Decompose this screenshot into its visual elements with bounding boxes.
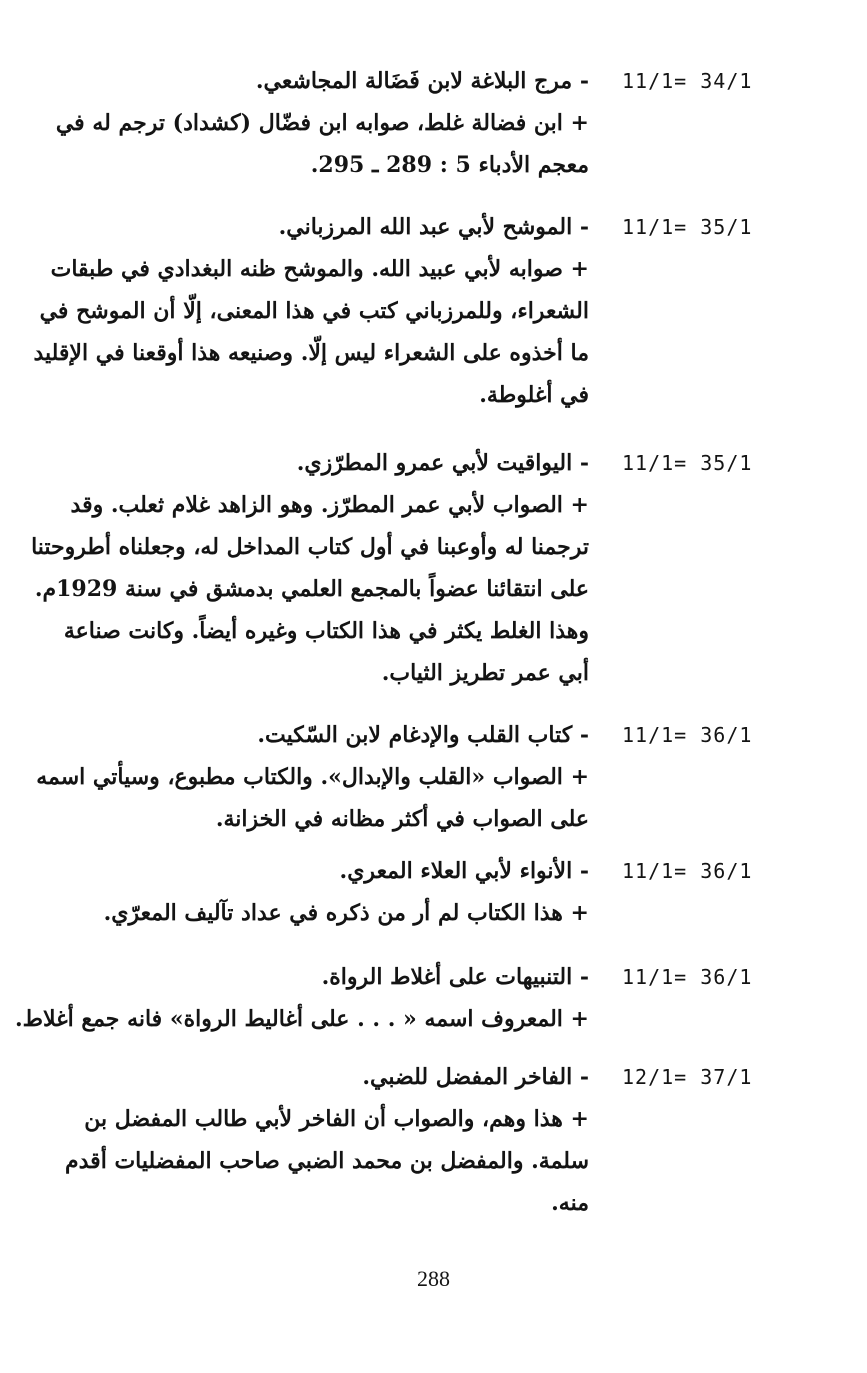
entry-note-line: + هذا وهم، والصواب أن الفاخر لأبي طالب المفضل بن	[84, 1106, 589, 1132]
entry-title: - كتاب القلب والإدغام لابن السّكيت.	[257, 722, 589, 748]
entry-note-line: أبي عمر تطريز الثياب.	[381, 660, 589, 686]
reference-number: 11/1= 35/1	[622, 215, 753, 239]
reference-number: 11/1= 36/1	[622, 859, 753, 883]
entry-body	[14, 206, 589, 416]
entry-note-line: + المعروف اسمه « . . . على أغاليط الرواة» فانه جمع أغلاط.	[14, 1006, 589, 1032]
entry-title: - التنبيهات على أغلاط الرواة.	[321, 964, 589, 990]
entry-body	[14, 714, 589, 840]
entry-title: - الأنواء لأبي العلاء المعري.	[339, 858, 589, 884]
entry-body	[14, 60, 589, 186]
reference-number: 12/1= 37/1	[622, 1065, 753, 1089]
entry-note-line: ما أخذوه على الشعراء ليس إلّا. وصنيعه هذا أوقعنا في الإقليد	[33, 340, 589, 366]
page-number: 288	[417, 1266, 450, 1291]
entry-title: - الفاخر المفضل للضبي.	[362, 1064, 589, 1090]
entry-note-line: ترجمنا له وأوعبنا في أول كتاب المداخل له، وجعلناه أطروحتنا	[31, 534, 589, 560]
entry-note-line: + الصواب لأبي عمر المطرّز. وهو الزاهد غلام ثعلب. وقد	[70, 492, 589, 518]
entry-note-line: + الصواب «القلب والإبدال». والكتاب مطبوع، وسيأتي اسمه	[36, 764, 589, 790]
entry-note-line: + ابن فضالة غلط، صوابه ابن فضّال (كشداد) ترجم له في	[55, 110, 589, 136]
reference-number: 11/1= 35/1	[622, 451, 753, 475]
entry-note-line: على انتقائنا عضواً بالمجمع العلمي بدمشق في سنة 1929م.	[34, 576, 589, 602]
entry-body	[14, 442, 589, 694]
entry-title: - الموشح لأبي عبد الله المرزباني.	[278, 214, 589, 240]
reference-number: 11/1= 34/1	[622, 69, 753, 93]
entry-body	[14, 1056, 589, 1224]
entry-body	[14, 850, 589, 934]
reference-number: 11/1= 36/1	[622, 965, 753, 989]
entry-note-line: الشعراء، وللمرزباني كتب في هذا المعنى، إلّا أن الموشح في	[39, 298, 589, 324]
entry-note-line: وهذا الغلط يكثر في هذا الكتاب وغيره أيضاً. وكانت صناعة	[63, 618, 589, 644]
entry-note-line: على الصواب في أكثر مظانه في الخزانة.	[215, 806, 589, 832]
entry-note-line: منه.	[551, 1190, 589, 1216]
entry-note-line: + صوابه لأبي عبيد الله. والموشح ظنه البغدادي في طبقات	[50, 256, 589, 282]
entry-title: - مرج البلاغة لابن فَضَالة المجاشعي.	[255, 68, 589, 94]
entry-body	[14, 956, 589, 1040]
entry-note-line: في أغلوطة.	[479, 382, 589, 408]
entry-note-line: + هذا الكتاب لم أر من ذكره في عداد تآليف المعرّي.	[103, 900, 589, 926]
entry-title: - اليواقيت لأبي عمرو المطرّزي.	[296, 450, 589, 476]
entry-note-line: معجم الأدباء 5 : 289 ـ 295.	[310, 152, 589, 178]
reference-number: 11/1= 36/1	[622, 723, 753, 747]
entry-note-line: سلمة. والمفضل بن محمد الضبي صاحب المفضليات أقدم	[65, 1148, 589, 1174]
